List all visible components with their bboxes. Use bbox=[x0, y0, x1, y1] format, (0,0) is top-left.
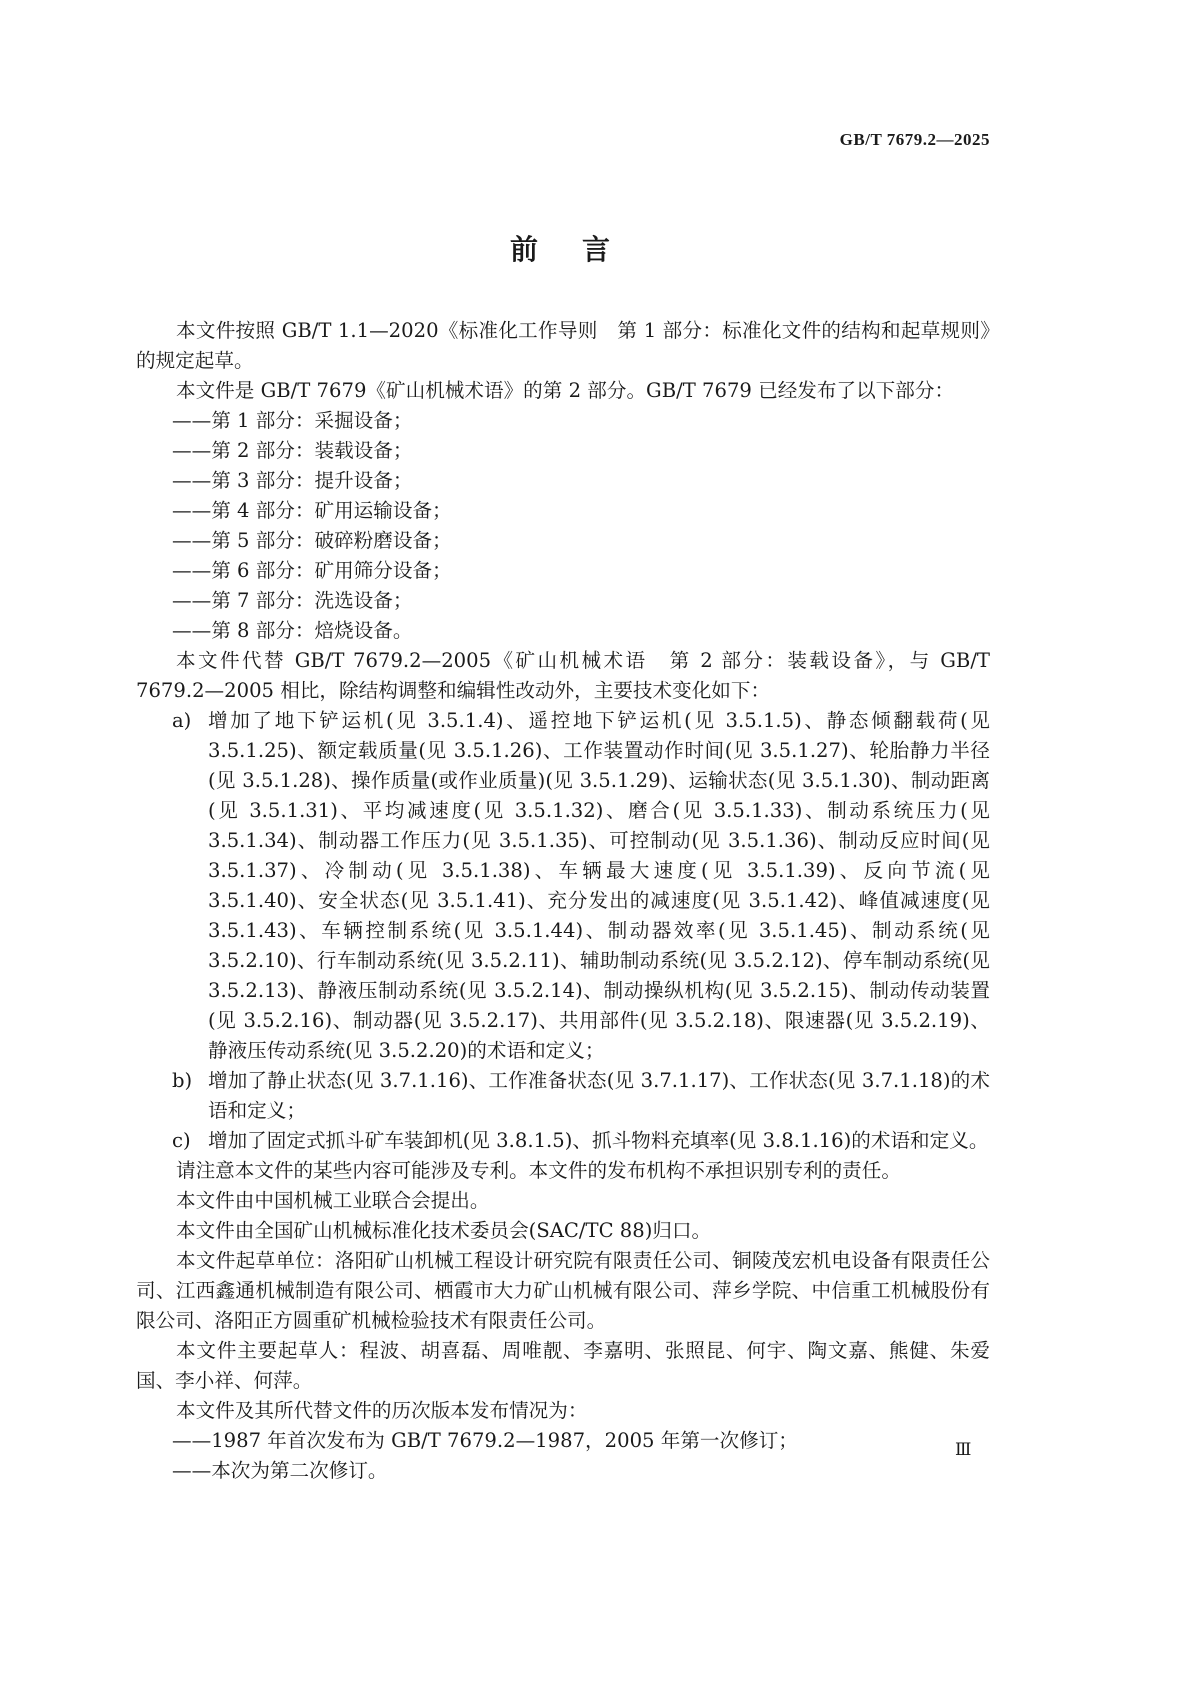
change-item bbox=[136, 706, 990, 1066]
change-label: b) bbox=[172, 1069, 193, 1092]
paragraph: 请注意本文件的某些内容可能涉及专利。本文件的发布机构不承担识别专利的责任。 bbox=[176, 1159, 901, 1182]
paragraph: 本文件由中国机械工业联合会提出。 bbox=[176, 1189, 490, 1212]
title-char: 前 bbox=[509, 233, 538, 266]
foreword-body bbox=[136, 316, 990, 1486]
document-number: GB/T 7679.2—2025 bbox=[839, 130, 990, 149]
change-label: a) bbox=[172, 709, 192, 732]
change-text: 增加了地下铲运机(见 3.5.1.4)、遥控地下铲运机(见 3.5.1.5)、静态倾翻载荷(见 3.5.1.25)、额定载质量(见 3.5.1.26)、工作装置动作时间(见 3.5.1.27)、轮胎静力半径(见 3.5.1.28)、操作质量(或作业质量)(见 3.5.1.29)、运输状态(见 3.5.1.30)、制动距离(见 3.5.1.31)、平均减速度(见 3.5.1.32)、磨合(见 3.5.1.33)、制动系统压力(见 3.5.1.34)、制动器工作压力(见 3.5.1.35)、可控制动(见 3.5.1.36)、制动反应时间(见 3.5.1.37)、冷制动(见 3.5.1.38)、车辆最大速度(见 3.5.1.39)、反向节流(见 3.5.1.40)、安全状态(见 3.5.1.41)、充分发出的减速度(见 3.5.1.42)、峰值减速度(见 3.5.1.43)、车辆控制系统(见 3.5.1.44)、制动器效率(见 3.5.1.45)、制动系统(见 3.5.2.10)、行车制动系统(见 3.5.2.11)、辅助制动系统(见 3.5.2.12)、停车制动系统(见 3.5.2.13)、静液压制动系统(见 3.5.2.14)、制动操纵机构(见 3.5.2.15)、制动传动装置(见 3.5.2.16)、制动器(见 3.5.2.17)、共用部件(见 3.5.2.18)、限速器(见 3.5.2.19)、静液压传动系统(见 3.5.2.20)的术语和定义； bbox=[208, 709, 990, 1062]
paragraph: 本文件按照 GB/T 1.1—2020《标准化工作导则 第 1 部分：标准化文件的结构和起草规则》的规定起草。 bbox=[136, 319, 990, 372]
paragraph: 本文件由全国矿山机械标准化技术委员会(SAC/TC 88)归口。 bbox=[176, 1219, 712, 1242]
part-item: ——第 4 部分：矿用运输设备； bbox=[172, 499, 452, 522]
change-text: 增加了固定式抓斗矿车装卸机(见 3.8.1.5)、抓斗物料充填率(见 3.8.1.16)的术语和定义。 bbox=[208, 1129, 989, 1152]
paragraph: 本文件起草单位：洛阳矿山机械工程设计研究院有限责任公司、铜陵茂宏机电设备有限责任公司、江西鑫通机械制造有限公司、栖霞市大力矿山机械有限公司、萍乡学院、中信重工机械股份有限公司、洛阳正方圆重矿机械检验技术有限责任公司。 bbox=[136, 1249, 990, 1332]
change-item bbox=[136, 1126, 990, 1156]
replace-paragraph: 本文件代替 GB/T 7679.2—2005《矿山机械术语 第 2 部分：装载设备》，与 GB/T 7679.2—2005 相比，除结构调整和编辑性改动外，主要技术变化如下： bbox=[136, 649, 990, 702]
page-number: Ⅲ bbox=[955, 1440, 972, 1460]
history-item: ——1987 年首次发布为 GB/T 7679.2—1987，2005 年第一次修订； bbox=[172, 1429, 798, 1452]
part-item: ——第 5 部分：破碎粉磨设备； bbox=[172, 529, 452, 552]
part-item: ——第 2 部分：装载设备； bbox=[172, 439, 413, 462]
change-text: 增加了静止状态(见 3.7.1.16)、工作准备状态(见 3.7.1.17)、工作状态(见 3.7.1.18)的术语和定义； bbox=[208, 1069, 990, 1122]
paragraph: 本文件主要起草人：程波、胡喜磊、周唯靓、李嘉明、张照昆、何宇、陶文嘉、熊健、朱爱国、李小祥、何萍。 bbox=[136, 1339, 990, 1392]
part-item: ——第 1 部分：采掘设备； bbox=[172, 409, 413, 432]
title-char: 言 bbox=[582, 233, 611, 266]
page-title bbox=[0, 228, 1120, 268]
part-item: ——第 3 部分：提升设备； bbox=[172, 469, 413, 492]
change-label: c) bbox=[172, 1129, 191, 1152]
part-item: ——第 6 部分：矿用筛分设备； bbox=[172, 559, 452, 582]
paragraph: 本文件及其所代替文件的历次版本发布情况为： bbox=[176, 1399, 588, 1422]
part-item: ——第 7 部分：洗选设备； bbox=[172, 589, 413, 612]
part-item: ——第 8 部分：焙烧设备。 bbox=[172, 619, 413, 642]
history-item: ——本次为第二次修订。 bbox=[172, 1459, 388, 1482]
paragraph: 本文件是 GB/T 7679《矿山机械术语》的第 2 部分。GB/T 7679 已经发布了以下部分： bbox=[176, 379, 955, 402]
change-item bbox=[136, 1066, 990, 1126]
